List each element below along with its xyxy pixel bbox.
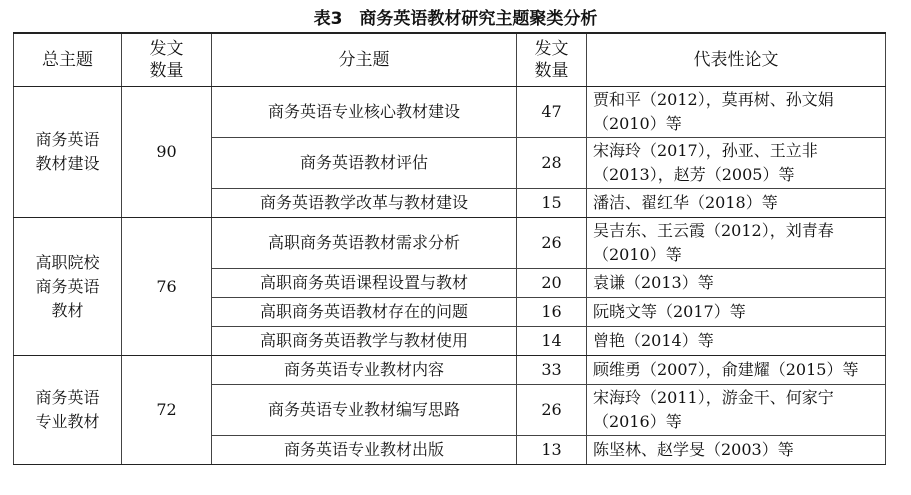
header-row [14,33,886,87]
group-total: 76 [122,218,212,356]
sub-count: 33 [517,356,587,385]
group-name [14,218,122,356]
paper-cell: 潘洁、翟红华（2018）等 [587,189,886,218]
header-count-1-line2: 数量 [149,61,184,81]
paper-cell: 袁谦（2013）等 [587,269,886,298]
header-count-2-line1: 发文 [534,39,569,59]
sub-count: 26 [517,385,587,436]
group-total: 72 [122,356,212,465]
sub-topic: 高职商务英语教学与教材使用 [212,327,517,356]
sub-topic: 高职商务英语教材需求分析 [212,218,517,269]
group-name [14,87,122,218]
header-count-1-line1: 发文 [149,39,184,59]
table-row [14,356,886,385]
group-name-line: 教材建设 [35,154,100,173]
group-name-line: 商务英语 [35,130,100,149]
paper-cell: 贾和平（2012），莫再树、孙文娟（2010）等 [587,87,886,138]
sub-count: 15 [517,189,587,218]
header-sub-topic: 分主题 [212,33,517,87]
group-total: 90 [122,87,212,218]
group-name [14,356,122,465]
sub-count: 13 [517,436,587,465]
header-count-2 [517,33,587,87]
sub-topic: 商务英语专业教材出版 [212,436,517,465]
group-name-line: 商务英语 [35,388,100,407]
sub-topic: 高职商务英语课程设置与教材 [212,269,517,298]
header-main-topic: 总主题 [14,33,122,87]
cluster-analysis-table [13,32,886,465]
header-count-1 [122,33,212,87]
sub-topic: 商务英语专业教材编写思路 [212,385,517,436]
paper-cell: 吴吉东、王云霞（2012），刘青春（2010）等 [587,218,886,269]
table-row [14,218,886,269]
paper-cell: 宋海玲（2011），游金干、何家宁（2016）等 [587,385,886,436]
sub-count: 14 [517,327,587,356]
table-title: 表3 商务英语教材研究主题聚类分析 [313,9,598,29]
paper-cell: 阮晓文等（2017）等 [587,298,886,327]
sub-topic: 商务英语教材评估 [212,138,517,189]
group-name-line: 高职院校 [35,252,100,272]
sub-count: 28 [517,138,587,189]
table-row [14,87,886,138]
paper-cell: 宋海玲（2017），孙亚、王立非（2013），赵芳（2005）等 [587,138,886,189]
sub-topic: 商务英语专业核心教材建设 [212,87,517,138]
sub-count: 20 [517,269,587,298]
sub-topic: 商务英语教学改革与教材建设 [212,189,517,218]
group-name-line: 专业教材 [35,412,100,431]
sub-count: 47 [517,87,587,138]
paper-cell: 顾维勇（2007），俞建耀（2015）等 [587,356,886,385]
group-name-line: 教材 [51,300,84,320]
sub-count: 26 [517,218,587,269]
header-count-2-line2: 数量 [534,61,569,81]
paper-cell: 曾艳（2014）等 [587,327,886,356]
sub-topic: 商务英语专业教材内容 [212,356,517,385]
sub-count: 16 [517,298,587,327]
sub-topic: 高职商务英语教材存在的问题 [212,298,517,327]
header-papers: 代表性论文 [587,33,886,87]
paper-cell: 陈坚林、赵学旻（2003）等 [587,436,886,465]
group-name-line: 商务英语 [35,276,100,296]
